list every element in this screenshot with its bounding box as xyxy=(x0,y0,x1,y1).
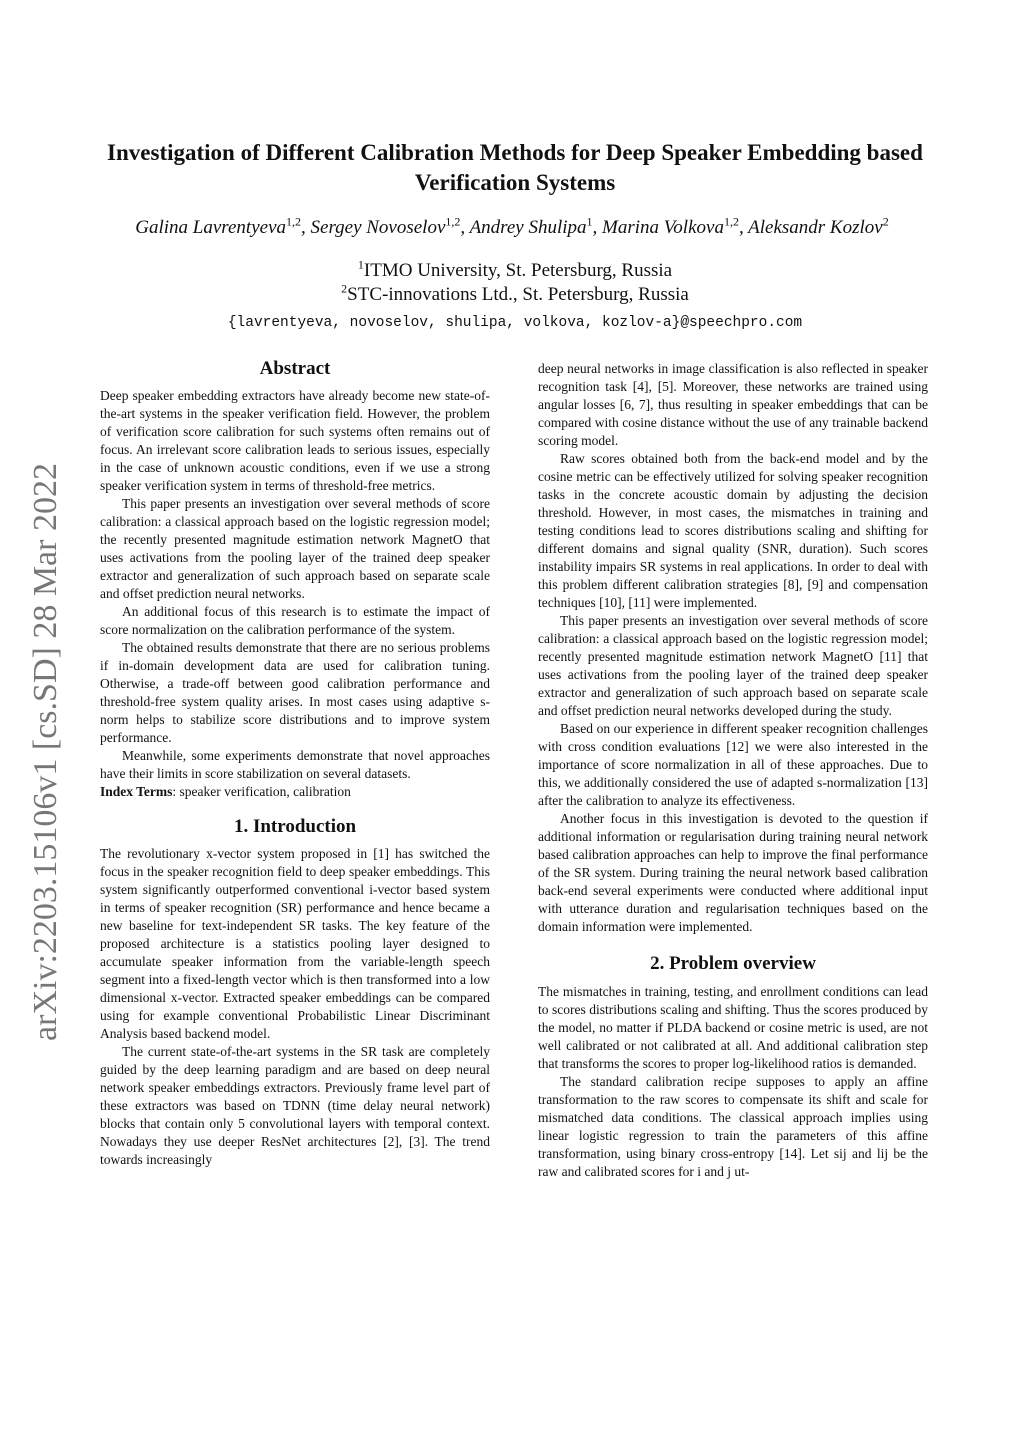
author-affil-sup: 1 xyxy=(586,214,593,229)
intro-paragraph: The revolutionary x-vector system proposed in [1] has switched the focus in the speaker recognition field to deep speaker embeddings. This system significantly outperformed conventional i-vector based system in terms of speaker recognition (SR) performance and hence became a new baseline for text-independent SR tasks. The key feature of the proposed architecture is a statistics pooling layer designed to accumulate speaker information from the variable-length speech segment into a fixed-length vector which is then transformed into a low dimensional x-vector. Extracted speaker embeddings can be compared using for example conventional Probabilistic Linear Discriminant Analysis based backend model. xyxy=(100,846,490,1041)
problem-overview-heading: 2. Problem overview xyxy=(650,953,816,974)
body-paragraph: This paper presents an investigation over several methods of score calibration: a classical approach based on the logistic regression model; recently presented magnitude estimation network MagnetO [11] that uses activations from the pooling layer of the trained deep speaker extractor and generalization of such approach based on separate scale and offset prediction neural networks developed during the study. xyxy=(538,613,928,718)
index-terms-text: : speaker verification, calibration xyxy=(172,784,351,799)
index-terms-label: Index Terms xyxy=(100,784,173,799)
left-column xyxy=(100,360,490,1169)
author-affil-sup: 1,2 xyxy=(445,214,461,229)
author-name: Sergey Novoselov xyxy=(310,217,446,238)
author-name: Andrey Shulipa xyxy=(469,217,587,238)
author-name: Galina Lavrentyeva xyxy=(135,217,287,238)
index-terms xyxy=(100,783,490,801)
arxiv-identifier: arXiv:2203.15106v1 [cs.SD] 28 Mar 2022 xyxy=(27,463,64,1041)
body-paragraph: Another focus in this investigation is devoted to the question if additional information or regularisation during training neural network based calibration approaches can help to improve the final performance of the SR system. During training the neural network based calibration back-end several experiments were conducted where additional input with utterance duration and regularisation techniques based on the domain information were implemented. xyxy=(538,811,928,934)
author-sep: , xyxy=(738,217,749,238)
author-emails: {lavrentyeva, novoselov, shulipa, volkova, kozlov-a}@speechpro.com xyxy=(227,315,803,331)
abstract-paragraph: Deep speaker embedding extractors have already become new state-of-the-art systems in the speaker verification field. However, the problem of verification score calibration for such systems often remains out of focus. An irrelevant score calibration leads to serious issues, especially in the case of unknown acoustic conditions, even if we use a strong speaker verification system in terms of threshold-free metrics. xyxy=(100,388,490,493)
body-paragraph: Raw scores obtained both from the back-end model and by the cosine metric can be effectively utilized for solving speaker recognition tasks in the concrete acoustic domain by adjusting the decision threshold. However, in most cases, the mismatches in training and testing conditions lead to scores distributions scaling and shifting for different domains and signal quality (SNR, duration). Such scores instability impairs SR systems in real applications. In order to deal with this problem different calibration strategies [8], [9] and compensation techniques [10], [11] were implemented. xyxy=(538,451,928,610)
author-affil-sup: 1,2 xyxy=(723,214,739,229)
affiliation-text: STC-innovations Ltd., St. Petersburg, Russia xyxy=(347,284,689,305)
right-column xyxy=(538,360,928,1181)
author-sep: , xyxy=(592,217,603,238)
affiliation-line xyxy=(80,259,950,283)
introduction-heading: 1. Introduction xyxy=(233,816,357,837)
author-affil-sup: 2 xyxy=(882,214,889,229)
author-sep: , xyxy=(301,217,311,238)
abstract-paragraph: The obtained results demonstrate that there are no serious problems if in-domain development data are used for calibration tuning. Otherwise, a trade-off between good calibration performance and threshold-free system quality arises. In most cases using adaptive s-norm helps to stabilize score distributions and to improve system performance. xyxy=(100,640,490,745)
abstract-heading: Abstract xyxy=(259,358,331,379)
author-name: Aleksandr Kozlov xyxy=(748,217,883,238)
author-list xyxy=(60,216,964,240)
body-paragraph: Based on our experience in different speaker recognition challenges with cross condition evaluations [12] we were also interested in the importance of score normalization in all of these approaches. Due to this, we additionally considered the use of adapted s-normalization [13] after the calibration to analyze its effectiveness. xyxy=(538,721,928,808)
body-paragraph: deep neural networks in image classification is also reflected in speaker recognition task [4], [5]. Moreover, these networks are trained using angular losses [6, 7], thus resulting in speaker embeddings that can be compared with cosine distance without the use of any trainable backend scoring model. xyxy=(538,361,928,448)
abstract-paragraph: An additional focus of this research is to estimate the impact of score normalization on the calibration performance of the system. xyxy=(100,604,490,637)
problem-paragraph: The standard calibration recipe supposes to apply an affine transformation to the raw scores to compensate its shift and scale for mismatched data conditions. The classical approach implies using linear logistic regression to train the parameters of this affine transformation, using binary cross-entropy [14]. Let sij and lij be the raw and calibrated scores for i and j ut- xyxy=(538,1074,928,1179)
affiliations xyxy=(80,259,950,335)
affiliation-sup: 1 xyxy=(357,257,364,272)
affiliation-text: ITMO University, St. Petersburg, Russia xyxy=(363,260,673,281)
abstract-paragraph: This paper presents an investigation over several methods of score calibration: a classical approach based on the logistic regression model; the recently presented magnitude estimation network MagnetO that uses activations from the pooling layer of the trained deep speaker extractor and generalization of such approach based on separate scale and offset prediction neural networks. xyxy=(100,496,490,601)
problem-paragraph: The mismatches in training, testing, and enrollment conditions can lead to scores distributions scaling and shifting. Thus the scores produced by the model, no matter if PLDA backend or cosine metric is used, are not well calibrated or not calibrated at all. And additional calibration step that transforms the scores to proper log-likelihood ratios is demanded. xyxy=(538,984,928,1071)
affiliation-line xyxy=(80,283,950,307)
author-sep: , xyxy=(460,217,470,238)
author-name: Marina Volkova xyxy=(602,217,724,238)
paper-title: Investigation of Different Calibration Methods for Deep Speaker Embedding based Verification Systems xyxy=(107,140,923,195)
affiliation-sup: 2 xyxy=(341,281,348,296)
abstract-paragraph: Meanwhile, some experiments demonstrate that novel approaches have their limits in score stabilization on several datasets. xyxy=(100,748,490,781)
intro-paragraph: The current state-of-the-art systems in the SR task are completely guided by the deep learning paradigm and are based on deep neural network speaker embeddings extractors. Previously frame level part of these extractors was based on TDNN (time delay neural network) blocks that contain only 5 convolutional layers with temporal context. Nowadays they use deeper ResNet architectures [2], [3]. The trend towards increasingly xyxy=(100,1044,490,1167)
author-affil-sup: 1,2 xyxy=(286,214,302,229)
